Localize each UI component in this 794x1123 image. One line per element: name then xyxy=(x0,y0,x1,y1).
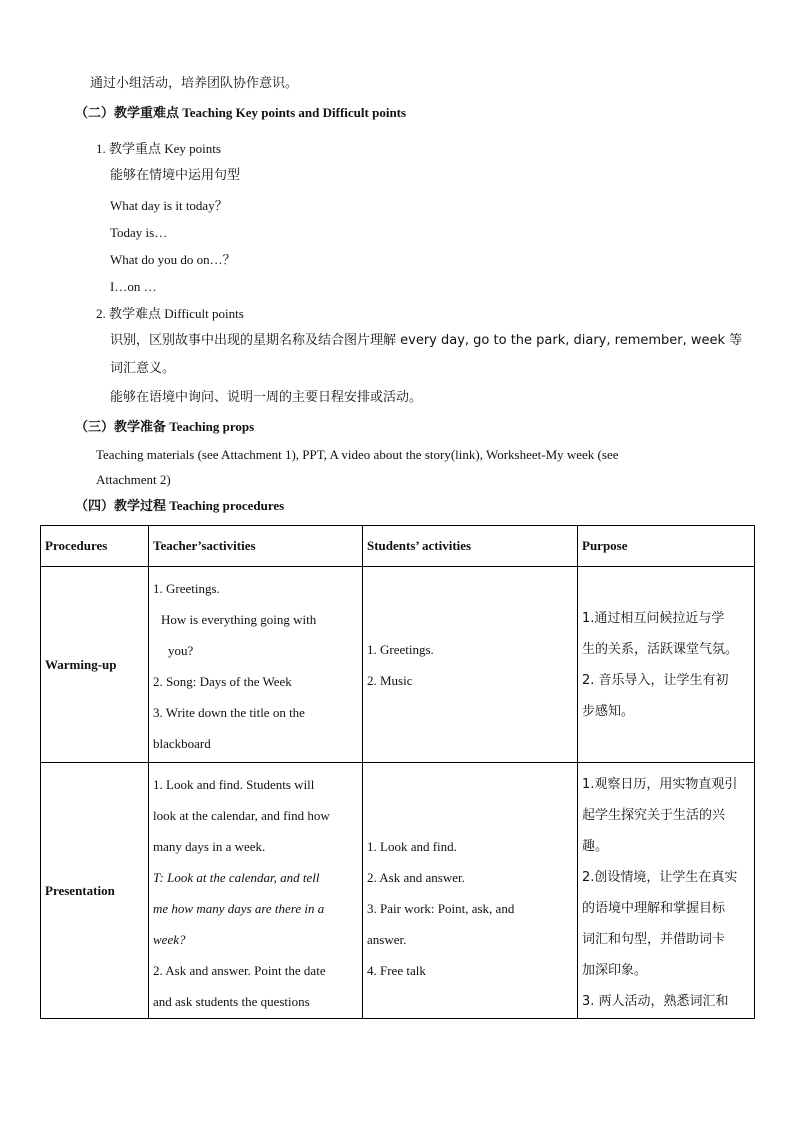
procedure-presentation: Presentation xyxy=(41,763,149,1019)
section-key-points-heading: （二）教学重难点 Teaching Key points and Difficult points xyxy=(75,105,407,120)
student-activity-line: 4. Free talk xyxy=(367,963,426,978)
key-point-line: What day is it today？ xyxy=(110,198,228,213)
teacher-activity-line: and ask students the questions xyxy=(153,994,310,1009)
teacher-activity-line: you? xyxy=(168,643,194,658)
key-point-line: 能够在情境中运用句型 xyxy=(110,168,241,183)
purpose-line: 的语境中理解和掌握目标 xyxy=(582,901,726,916)
header-purpose: Purpose xyxy=(578,526,755,567)
header-teacher-activities: Teacher’sactivities xyxy=(149,526,363,567)
teacher-activities-cell xyxy=(149,763,363,1019)
teacher-activity-line: blackboard xyxy=(153,736,211,751)
teacher-activity-line: 2. Ask and answer. Point the date xyxy=(153,963,326,978)
purpose-line: 3. 两人活动，熟悉词汇和 xyxy=(582,994,729,1009)
key-point-line: I…on … xyxy=(110,279,157,294)
student-activity-line: answer. xyxy=(367,932,407,947)
table-row xyxy=(41,763,755,1019)
student-activity-line: 2. Ask and answer. xyxy=(367,870,465,885)
purpose-line: 生的关系，活跃课堂气氛。 xyxy=(582,641,739,657)
teaching-props-line: Teaching materials (see Attachment 1), PPT, A video about the story(link), Worksheet-My week (see xyxy=(96,447,619,462)
procedure-warming-up: Warming-up xyxy=(41,567,149,763)
header-procedures: Procedures xyxy=(41,526,149,567)
teacher-activity-line: 1. Greetings. xyxy=(153,581,220,596)
purpose-line: 步感知。 xyxy=(582,703,635,719)
teacher-activity-line: T: Look at the calendar, and tell xyxy=(153,870,320,885)
student-activity-line: 1. Greetings. xyxy=(367,641,434,657)
header-students-activities: Students’ activities xyxy=(363,526,578,567)
student-activity-line: 1. Look and find. xyxy=(367,839,457,854)
procedures-table xyxy=(40,525,755,1019)
difficult-point-line: 词汇意义。 xyxy=(110,361,176,376)
section-teaching-props-heading: （三）教学准备 Teaching props xyxy=(75,419,255,434)
teacher-activity-line: 1. Look and find. Students will xyxy=(153,777,315,792)
teacher-activity-line: How is everything going with xyxy=(161,612,317,627)
key-point-line: What do you do on…？ xyxy=(110,252,236,267)
teacher-activity-line: many days in a week. xyxy=(153,839,266,854)
teacher-activity-line: 3. Write down the title on the xyxy=(153,705,305,720)
purpose-line: 2. 音乐导入，让学生有初 xyxy=(582,672,729,688)
difficult-point-line: 能够在语境中询问、说明一周的主要日程安排或活动。 xyxy=(110,390,423,405)
purpose-line: 词汇和句型，并借助词卡 xyxy=(582,932,726,947)
key-point-line: Today is… xyxy=(110,225,168,240)
section-procedures-heading: （四）教学过程 Teaching procedures xyxy=(75,498,285,513)
key-points-title: 1. 教学重点 Key points xyxy=(96,141,221,156)
table-header-row xyxy=(41,526,755,567)
difficult-point-line: 识别，区别故事中出现的星期名称及结合图片理解 every day, go to the park, diary, remember, week 等 xyxy=(110,333,743,348)
student-activity-line: 3. Pair work: Point, ask, and xyxy=(367,901,515,916)
purpose-line: 起学生探究关于生活的兴 xyxy=(582,808,726,823)
teacher-activity-line: week? xyxy=(153,932,186,947)
purpose-line: 1.观察日历，用实物直观引 xyxy=(582,777,738,792)
purpose-line: 2.创设情境，让学生在真实 xyxy=(582,870,738,885)
teacher-activities-cell xyxy=(149,567,363,763)
teacher-activity-line: 2. Song: Days of the Week xyxy=(153,674,292,689)
purpose-cell xyxy=(578,763,755,1019)
difficult-points-title: 2. 教学难点 Difficult points xyxy=(96,306,244,321)
teacher-activity-line: look at the calendar, and find how xyxy=(153,808,330,823)
teacher-activity-line: me how many days are there in a xyxy=(153,901,325,916)
teaching-props-line: Attachment 2) xyxy=(96,472,171,487)
purpose-line: 1.通过相互问候拉近与学 xyxy=(582,610,725,626)
purpose-line: 趣。 xyxy=(582,839,609,854)
objective-line: 通过小组活动，培养团队协作意识。 xyxy=(90,76,299,91)
purpose-line: 加深印象。 xyxy=(582,963,648,978)
students-activities-cell xyxy=(363,763,578,1019)
students-activities-cell xyxy=(363,567,578,763)
purpose-cell xyxy=(578,567,755,763)
student-activity-line: 2. Music xyxy=(367,672,413,688)
table-row xyxy=(41,567,755,763)
